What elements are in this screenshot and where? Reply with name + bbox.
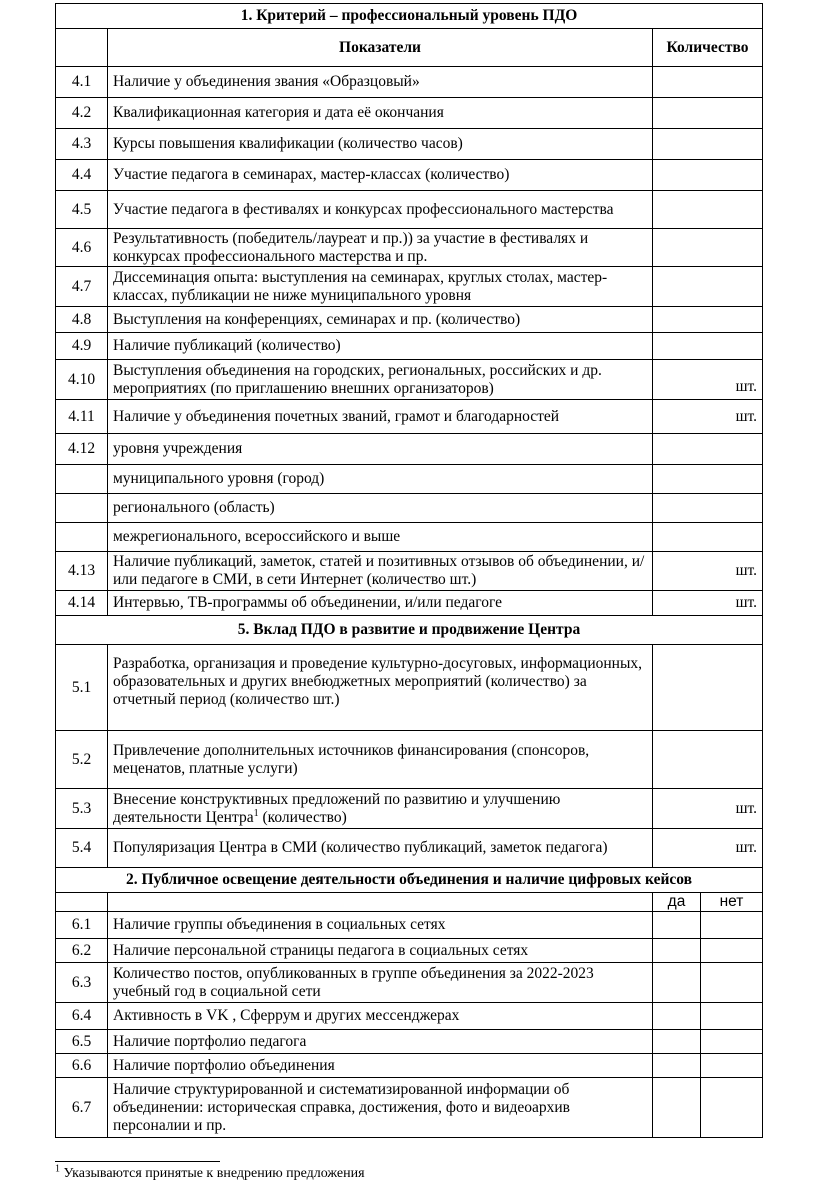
quantity-cell <box>653 129 763 160</box>
quantity-cell <box>653 523 763 552</box>
no-cell <box>701 912 763 939</box>
row-number: 5.2 <box>56 731 108 789</box>
quantity-cell <box>653 160 763 191</box>
quantity-cell: шт. <box>653 789 763 829</box>
yes-cell <box>653 912 701 939</box>
yes-cell <box>653 1003 701 1030</box>
quantity-cell: шт. <box>653 552 763 591</box>
row-number: 6.1 <box>56 912 108 939</box>
indicator-text: Разработка, организация и проведение культурно-досуговых, информационных, образовательных и других внебюджетных мероприятий (количество) за отчетный период (количество шт.) <box>108 645 653 731</box>
yes-cell <box>653 963 701 1003</box>
quantity-cell <box>653 731 763 789</box>
row-number <box>56 465 108 494</box>
yes-cell <box>653 1078 701 1138</box>
row-number: 4.7 <box>56 267 108 307</box>
indicator-text: Результативность (победитель/лауреат и пр.)) за участие в фестивалях и конкурсах профессионального мастерства и пр. <box>108 229 653 267</box>
row-number: 4.1 <box>56 67 108 98</box>
yes-no-header-num <box>56 893 108 912</box>
footnote-marker: 1 <box>253 807 259 819</box>
row-number: 4.8 <box>56 307 108 333</box>
row-number: 4.13 <box>56 552 108 591</box>
indicator-text: Выступления объединения на городских, региональных, российских и др. мероприятиях (по приглашению внешних организаторов) <box>108 360 653 400</box>
indicator-text: межрегионального, всероссийского и выше <box>108 523 653 552</box>
indicator-text: Наличие публикаций (количество) <box>108 333 653 360</box>
indicator-text: Наличие портфолио объединения <box>108 1054 653 1078</box>
indicator-text: регионального (область) <box>108 494 653 523</box>
indicator-text: Участие педагога в фестивалях и конкурсах профессионального мастерства <box>108 191 653 229</box>
criteria-table <box>55 3 763 1138</box>
no-cell <box>701 1030 763 1054</box>
quantity-cell: шт. <box>653 829 763 868</box>
quantity-cell: шт. <box>653 360 763 400</box>
indicator-text: Наличие у объединения почетных званий, грамот и благодарностей <box>108 400 653 434</box>
row-number: 4.12 <box>56 434 108 465</box>
indicator-text: Активность в VK , Сферрум и других мессенджерах <box>108 1003 653 1030</box>
header-num-cell <box>56 29 108 67</box>
row-number: 6.5 <box>56 1030 108 1054</box>
section-2-title: 2. Публичное освещение деятельности объединения и наличие цифровых кейсов <box>56 868 763 893</box>
quantity-cell <box>653 333 763 360</box>
row-number: 6.4 <box>56 1003 108 1030</box>
indicator-text-tail: (количество) <box>258 808 347 826</box>
quantity-cell: шт. <box>653 591 763 616</box>
row-number: 5.4 <box>56 829 108 868</box>
row-number: 4.9 <box>56 333 108 360</box>
no-cell <box>701 1003 763 1030</box>
row-number: 6.2 <box>56 939 108 963</box>
row-number: 4.11 <box>56 400 108 434</box>
indicator-text: Интервью, ТВ-программы об объединении, и/или педагоге <box>108 591 653 616</box>
indicator-text <box>108 789 653 829</box>
no-cell <box>701 963 763 1003</box>
row-number: 4.2 <box>56 98 108 129</box>
indicator-text: Наличие персональной страницы педагога в социальных сетях <box>108 939 653 963</box>
footnote <box>55 1163 365 1182</box>
row-number: 4.14 <box>56 591 108 616</box>
no-cell <box>701 939 763 963</box>
quantity-cell <box>653 229 763 267</box>
indicator-text: Наличие группы объединения в социальных сетях <box>108 912 653 939</box>
indicator-text: Популяризация Центра в СМИ (количество публикаций, заметок педагога) <box>108 829 653 868</box>
section-1-title: 1. Критерий – профессиональный уровень ПДО <box>56 4 763 29</box>
section-5-title: 5. Вклад ПДО в развитие и продвижение Центра <box>56 616 763 645</box>
row-number: 6.6 <box>56 1054 108 1078</box>
quantity-cell <box>653 98 763 129</box>
indicator-text: Наличие публикаций, заметок, статей и позитивных отзывов об объединении, и/или педагоге в СМИ, в сети Интернет (количество шт.) <box>108 552 653 591</box>
quantity-cell <box>653 267 763 307</box>
quantity-cell <box>653 67 763 98</box>
quantity-cell <box>653 645 763 731</box>
yes-cell <box>653 939 701 963</box>
row-number: 4.10 <box>56 360 108 400</box>
row-number: 4.5 <box>56 191 108 229</box>
indicator-text: уровня учреждения <box>108 434 653 465</box>
indicator-text: Участие педагога в семинарах, мастер-классах (количество) <box>108 160 653 191</box>
row-number: 5.1 <box>56 645 108 731</box>
no-cell <box>701 1054 763 1078</box>
footnote-text: Указываются принятые к внедрению предложения <box>60 1166 365 1181</box>
indicator-text: Количество постов, опубликованных в группе объединения за 2022-2023 учебный год в социальной сети <box>108 963 653 1003</box>
indicator-text: Курсы повышения квалификации (количество часов) <box>108 129 653 160</box>
row-number: 4.4 <box>56 160 108 191</box>
indicator-text: Наличие у объединения звания «Образцовый» <box>108 67 653 98</box>
row-number <box>56 523 108 552</box>
quantity-cell: шт. <box>653 400 763 434</box>
no-cell <box>701 1078 763 1138</box>
yes-no-header-indicator <box>108 893 653 912</box>
indicator-text: муниципального уровня (город) <box>108 465 653 494</box>
footnote-mark: 1 <box>55 1163 60 1175</box>
quantity-cell <box>653 434 763 465</box>
quantity-cell <box>653 465 763 494</box>
footnote-separator <box>55 1161 220 1162</box>
yes-cell <box>653 1030 701 1054</box>
quantity-cell <box>653 191 763 229</box>
column-header-no: нет <box>701 893 763 912</box>
row-number: 6.7 <box>56 1078 108 1138</box>
indicator-text: Квалификационная категория и дата её окончания <box>108 98 653 129</box>
indicator-text: Привлечение дополнительных источников финансирования (спонсоров, меценатов, платные услуги) <box>108 731 653 789</box>
indicator-text: Наличие структурированной и систематизированной информации об объединении: историческая справка, достижения, фото и видеоархив персоналии и пр. <box>108 1078 653 1138</box>
yes-cell <box>653 1054 701 1078</box>
indicator-text: Наличие портфолио педагога <box>108 1030 653 1054</box>
quantity-cell <box>653 494 763 523</box>
row-number: 4.3 <box>56 129 108 160</box>
column-header-quantity: Количество <box>653 29 763 67</box>
indicator-text-main: Внесение конструктивных предложений по развитию и улучшению деятельности Центра <box>113 790 561 826</box>
quantity-cell <box>653 307 763 333</box>
row-number: 4.6 <box>56 229 108 267</box>
row-number: 5.3 <box>56 789 108 829</box>
row-number <box>56 494 108 523</box>
column-header-yes: да <box>653 893 701 912</box>
indicator-text: Выступления на конференциях, семинарах и пр. (количество) <box>108 307 653 333</box>
column-header-indicators: Показатели <box>108 29 653 67</box>
row-number: 6.3 <box>56 963 108 1003</box>
indicator-text: Диссеминация опыта: выступления на семинарах, круглых столах, мастер-классах, публикации не ниже муниципального уровня <box>108 267 653 307</box>
